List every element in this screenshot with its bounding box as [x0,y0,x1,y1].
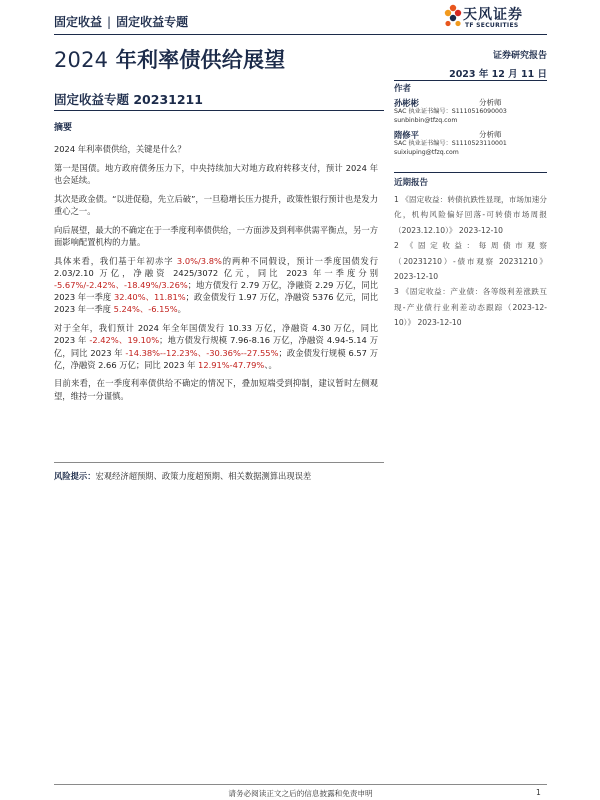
highlight-value: 5.24%、-6.15% [113,304,178,315]
paragraph-text: 2024 年利率债供给，关键是什么？ [54,144,186,155]
paragraph-text: ；地方债发行 2.79 万亿，净融资 2.29 万亿，同比 2023 年一季度 [54,280,378,303]
header-section: 固定收益 [54,15,103,29]
paragraph-text: 向后展望，最大的不确定在于一季度利率债供给，一方面涉及到利率供需平衡点，另一方面影响配置机构的力量。 [54,224,378,247]
risk-warning [54,470,384,482]
paragraph-text: ；地方债发行规模 7.96-8.16 万亿，净融资 4.94-5.14 万亿，同比 2023 年 [54,335,378,358]
paragraph-text: 对于全年，我们预计 2024 年全年国债发行 10.33 万亿，净融资 4.30 万亿，同比 2023 年 [54,323,378,346]
analyst-name: 隋修平 [394,130,419,140]
authors-title: 作者 [394,84,412,94]
paragraph-text: 的两种不同假设，预计一季度国债发行 2.03/2.10 万亿，净融资 2425/3072 亿元，同比 2023 年一季度分别 [54,255,378,278]
report-title-text: 年利率债供给展望 [108,48,286,72]
paragraph-text: 具体来看，我们基于年初赤字 [54,255,177,266]
report-date: 2023 年 12 月 11 日 [449,69,547,80]
paragraph-text: 、。 [264,359,277,370]
page-header [54,13,188,30]
report-type: 证券研究报告 [492,51,547,61]
recent-report-item[interactable]: 3 《固定收益：产业债：各等级利差涨跌互现-产业债行业利差动态跟踪（2023-12-10）》 2023-12-10 [394,287,547,328]
paragraph-text: 其次是政金债。“以进促稳，先立后破”，一旦稳增长压力提升，政策性银行预计也是发力重心之一。 [54,193,378,217]
abstract-paragraph-4 [54,224,378,248]
paragraph-text: 目前来看，在一季度利率债供给不确定的情况下，叠加短端受到抑制，建议暂时左侧观望，维持一分谨慎。 [54,378,378,401]
abstract-paragraph-3 [54,193,378,217]
recent-title: 近期报告 [394,178,429,188]
analyst-role: 分析师 [479,130,502,139]
abstract-paragraph-5 [54,255,378,316]
footer-disclaimer: 请务必阅读正文之后的信息披露和免责申明 [228,789,373,798]
analyst-name: 孙彬彬 [394,98,419,108]
abstract-paragraph-1 [54,143,378,155]
analyst-sac: SAC 执业证书编号：S1110523110001 [394,140,507,147]
recent-reports-list [394,192,547,331]
abstract-paragraph-6 [54,322,378,371]
authors-divider [394,80,547,81]
paragraph-text: 。 [177,304,186,315]
analyst-email[interactable]: suixiuping@tfzq.com [394,148,459,156]
logo-name-en: TF SECURITIES [465,22,519,29]
abstract-section [54,118,378,408]
highlight-value: -5.67%/-2.42%、-18.49%/3.26% [54,280,188,291]
logo-mark-icon [444,4,462,30]
abstract-paragraph-7 [54,377,378,401]
paragraph-text: ；政金债发行 1.97 万亿，净融资 5376 亿元，同比 2023 年一季度 [54,292,378,315]
abstract-body [54,143,378,402]
analyst-block-2 [394,130,547,157]
highlight-value: -2.42%、19.10% [89,335,160,346]
risk-text: 宏观经济超预期、政策力度超预期、相关数据测算出现误差 [95,471,312,481]
company-logo [444,4,550,32]
highlight-value: 12.91%-47.79% [198,359,265,370]
highlight-value: -14.38%--12.23%、-30.36%--27.55% [125,347,279,358]
subtitle-divider [54,110,384,111]
header-topic: 固定收益专题 [116,15,189,29]
recent-divider [394,172,547,173]
header-separator: | [107,15,112,29]
highlight-value: 3.0%/3.8% [176,255,222,266]
abstract-title: 摘要 [54,123,73,133]
analyst-role: 分析师 [479,98,502,107]
risk-label: 风险提示： [54,471,96,481]
report-subtitle: 固定收益专题 20231211 [54,92,203,107]
abstract-paragraph-2 [54,162,378,186]
paragraph-text: 第一是国债。地方政府债务压力下，中央持续加大对地方政府转移支付，预计 2024 年也会延续。 [54,162,378,186]
logo-name-cn: 天风证券 [463,7,523,23]
page-number: 1 [536,788,541,797]
recent-report-item[interactable]: 2 《固定收益：每周债市观察（20231210）-债市观察 20231210》 2023-12-10 [394,241,547,282]
report-title-year: 2024 [54,48,109,72]
footer-divider [54,784,547,785]
analyst-sac: SAC 执业证书编号：S1110516090003 [394,108,507,115]
report-title [54,44,285,74]
header-divider [54,34,547,35]
recent-report-item[interactable]: 1 《固定收益：转债抗跌性显现，市场加速分化，机构风险偏好回落-可转债市场周报（2023.12.10）》 2023-12-10 [394,195,547,235]
paragraph-text: ；政金债发行规模 6.57 万亿，净融资 2.66 万亿；同比 2023 年 [54,347,378,370]
analyst-email[interactable]: sunbinbin@tfzq.com [394,116,458,124]
analyst-block-1 [394,98,547,125]
highlight-value: 32.40%、11.81% [113,292,186,303]
risk-divider [54,462,384,463]
